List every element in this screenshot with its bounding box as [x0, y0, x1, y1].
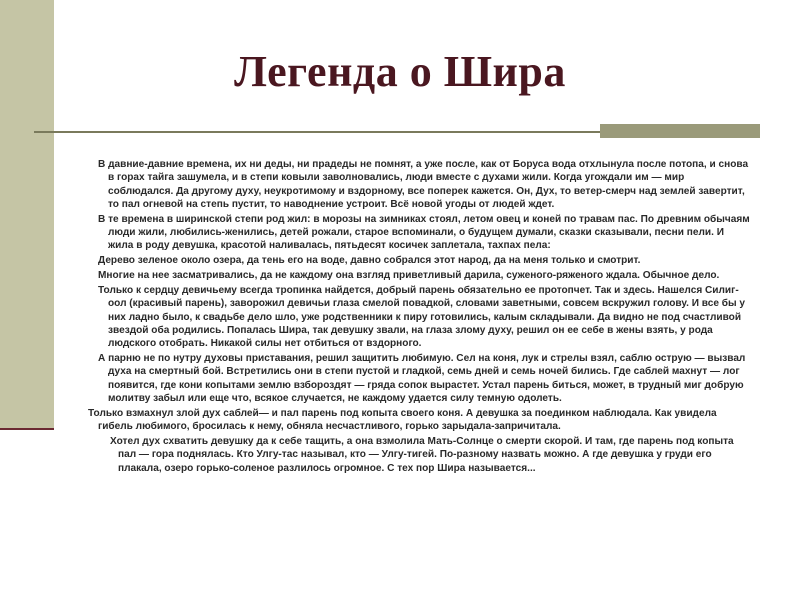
paragraph-2: В те времена в ширинской степи род жил: в морозы на зимниках стоял, летом овец и коней по травам пас. По древним обычаям люди жили, любились-женились, детей рожали, старое вспоминали, о будущем думали, сказки сказывали, песни пели. И жила в роду девушка, красотой наливалась, пятьдесят косичек заплетала, тахпах пела:	[98, 213, 750, 252]
paragraph-6: А парню не по нутру духовы приставания, решил защитить любимую. Сел на коня, лук и стрелы взял, саблю острую — вызвал духа на смертный бой. Встретились они в степи пустой и гладкой, семь дней и семь ночей бились. Где саблей махнут — лог появится, где кони копытами землю взбороздят — гряда сопок вырастет. Устал парень биться, может, в трудный миг добрую молитву забыл или еще что, всякое случается, не каждому удается силу темную одолеть.	[98, 353, 746, 405]
paragraph-5: Только к сердцу девичьему всегда тропинка найдется, добрый парень обязательно ее протопчет. Так и здесь. Нашелся Силиг-оол (красивый парень), заворожил девичьи глаза смелой повадкой, словами заветными, совсем вскружил голову. И все бы у них ладно было, к свадьбе дело шло, уже родственники к пиру готовились, калым складывали. Да видно не под счастливой звездой оба родились. Попалась Шира, так девушку звали, на глаза злому духу, решил он ее себе в жены взять, у рода людского отобрать. Никакой силы нет отбиться от вздорного.	[98, 285, 746, 350]
legend-text	[80, 158, 750, 477]
decorative-side-line	[0, 428, 54, 430]
paragraph-3: Дерево зеленое около озера, да тень его на воде, давно собрался этот народ, да на меня только и смотрит.	[98, 255, 641, 267]
title-divider-line	[34, 131, 600, 133]
paragraph-4: Многие на нее засматривались, да не каждому она взгляд приветливый дарила, суженого-ряженого ждала. Обычное дело.	[98, 270, 720, 282]
title-divider-block	[600, 124, 760, 138]
paragraph-1: В давние-давние времена, их ни деды, ни прадеды не помнят, а уже после, как от Боруса вода отхлынула после потопа, и снова в горах тайга зашумела, и в степи ковыли заволновались, люди вместе с духами жили. Когда угождали им — мир соблюдался. Да другому духу, неукротимому и вздорному, все поперек кажется. Он, Дух, то ветер-смерч над землей завертит, то пал огневой на степь пустит, то наводнение устроит. Всё новой угоды от людей ждет.	[98, 159, 749, 210]
paragraph-7: Только взмахнул злой дух саблей— и пал парень под копыта своего коня. А девушка за поединком наблюдала. Как увидела гибель любимого, бросилась к нему, обняла несчастливого, горько зарыдала-запричитала.	[88, 407, 717, 433]
paragraph-8: Хотел дух схватить девушку да к себе тащить, а она взмолила Мать-Солнце о смерти скорой. И там, где парень под копыта пал — гора поднялась. Кто Улгу-тас называл, кто — Улгу-тигей. По-разному назвать можно. А где девушка у груди его плакала, озеро горько-соленое разлилось огромное. С тех пор Шира называется...	[110, 436, 734, 474]
slide-title: Легенда о Шира	[234, 47, 566, 96]
